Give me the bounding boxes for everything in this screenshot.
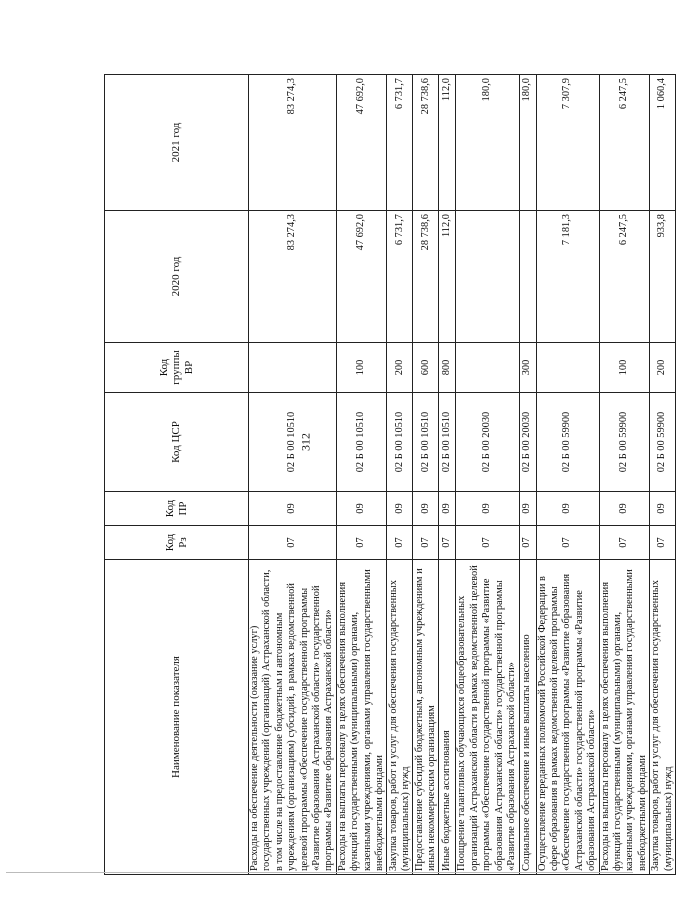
row-vr: 100 (599, 343, 650, 393)
row-rz: 07 (336, 526, 387, 560)
row-pr: 09 (599, 492, 650, 526)
row-csr: 02 Б 00 10510 (439, 393, 456, 492)
row-2021: 7 307,9 (536, 75, 599, 211)
row-pr: 09 (650, 492, 676, 526)
row-2020: 28 738,6 (413, 211, 439, 343)
row-name: Поощрение талантливых обучающихся общеобразовательных организаций Астраханской области в рамках ведомственной целевой программы «Обеспечение государственной программы «Развитие образования Астраханской области» государственной программы «Развитие образования Астраханской области» (456, 560, 519, 875)
row-pr: 09 (456, 492, 519, 526)
row-2020: 7 181,3 (536, 211, 599, 343)
row-2021: 83 274,3 (249, 75, 337, 211)
row-name: Расходы на выплаты персоналу в целях обеспечения выполнения функций государственными (муниципальными) органами, казенными учреждениями, органами управления государственными внебюджетными фондами (336, 560, 387, 875)
row-2020: 933,8 (650, 211, 676, 343)
row-csr: 02 Б 00 10510 (336, 393, 387, 492)
row-rz: 07 (599, 526, 650, 560)
row-rz: 07 (439, 526, 456, 560)
row-2021: 47 692,0 (336, 75, 387, 211)
row-2021: 6 247,5 (599, 75, 650, 211)
row-rz: 07 (413, 526, 439, 560)
row-csr: 02 Б 00 10510 (249, 393, 337, 492)
row-2021: 6 731,7 (387, 75, 413, 211)
table-row (387, 75, 413, 875)
table-row (650, 75, 676, 875)
row-vr: 200 (650, 343, 676, 393)
table-row (599, 75, 650, 875)
table-row (519, 75, 536, 875)
row-2021: 112,0 (439, 75, 456, 211)
header-name: Наименование показателя (105, 560, 249, 875)
row-csr: 02 Б 00 20030 (456, 393, 519, 492)
row-vr: 300 (519, 343, 536, 393)
row-name: Расходы на выплаты персоналу в целях обеспечения выполнения функций государственными (муниципальными) органами, казенными учреждениями, органами управления государственными внебюджетными фондами (599, 560, 650, 875)
row-vr: 100 (336, 343, 387, 393)
row-rz: 07 (536, 526, 599, 560)
row-csr: 02 Б 00 59900 (536, 393, 599, 492)
row-vr (249, 343, 337, 393)
row-name: Закупка товаров, работ и услуг для обеспечения государственных (муниципальных) нужд (650, 560, 676, 875)
row-pr: 09 (387, 492, 413, 526)
header-2021: 2021 год (105, 75, 249, 211)
header-csr: Код ЦСР (105, 393, 249, 492)
row-pr: 09 (336, 492, 387, 526)
table-row (336, 75, 387, 875)
row-pr: 09 (519, 492, 536, 526)
table-row (536, 75, 599, 875)
page-number: 312 (298, 433, 313, 451)
table-row (249, 75, 337, 875)
row-name: Предоставление субсидий бюджетным, автономным учреждениям и иным некоммерческим организациям (413, 560, 439, 875)
row-vr (456, 343, 519, 393)
row-pr: 09 (413, 492, 439, 526)
row-rz: 07 (387, 526, 413, 560)
row-pr: 09 (536, 492, 599, 526)
row-2020: 112,0 (439, 211, 456, 343)
scan-edge-line (6, 872, 633, 873)
budget-table (104, 74, 676, 875)
row-name: Расходы на обеспечение деятельности (оказание услуг) государственных учреждений (организаций) Астраханской области, в том числе на предоставление бюджетным и автономным учреждениям (организациям) субсидий, в рамках ведомственной целевой программы «Обеспечение государственной программы «Развитие образования Астраханской области» государственной программы «Развитие образования Астраханской области» (249, 560, 337, 875)
row-2021: 28 738,6 (413, 75, 439, 211)
header-2020: 2020 год (105, 211, 249, 343)
row-csr: 02 Б 00 10510 (387, 393, 413, 492)
row-pr: 09 (249, 492, 337, 526)
row-2020: 47 692,0 (336, 211, 387, 343)
row-csr: 02 Б 00 20030 (519, 393, 536, 492)
header-rz: Код Рз (105, 526, 249, 560)
row-rz: 07 (456, 526, 519, 560)
row-2021: 180,0 (456, 75, 519, 211)
header-pr: Код ПР (105, 492, 249, 526)
row-name: Закупка товаров, работ и услуг для обеспечения государственных (муниципальных) нужд (387, 560, 413, 875)
row-2020 (519, 211, 536, 343)
row-rz: 07 (519, 526, 536, 560)
row-2020 (456, 211, 519, 343)
table-row (413, 75, 439, 875)
row-csr: 02 Б 00 10510 (413, 393, 439, 492)
row-2020: 83 274,3 (249, 211, 337, 343)
header-vr: Код группы ВР (105, 343, 249, 393)
row-vr: 800 (439, 343, 456, 393)
row-2020: 6 731,7 (387, 211, 413, 343)
row-csr: 02 Б 00 59900 (650, 393, 676, 492)
row-name: Социальное обеспечение и иные выплаты населению (519, 560, 536, 875)
row-2020: 6 247,5 (599, 211, 650, 343)
row-vr: 200 (387, 343, 413, 393)
row-name: Иные бюджетные ассигнования (439, 560, 456, 875)
row-2021: 180,0 (519, 75, 536, 211)
row-vr: 600 (413, 343, 439, 393)
row-pr: 09 (439, 492, 456, 526)
rotated-table-container (104, 75, 674, 875)
row-rz: 07 (249, 526, 337, 560)
table-row (456, 75, 519, 875)
row-2021: 1 060,4 (650, 75, 676, 211)
header-row (105, 75, 249, 875)
row-name: Осуществление переданных полномочий Российской Федерации в сфере образования в рамках ведомственной целевой программы «Обеспечение государственной программы «Развитие образования Астраханской области» государственной программы «Развитие образования Астраханской области» (536, 560, 599, 875)
row-vr (536, 343, 599, 393)
row-rz: 07 (650, 526, 676, 560)
table-row (439, 75, 456, 875)
row-csr: 02 Б 00 59900 (599, 393, 650, 492)
